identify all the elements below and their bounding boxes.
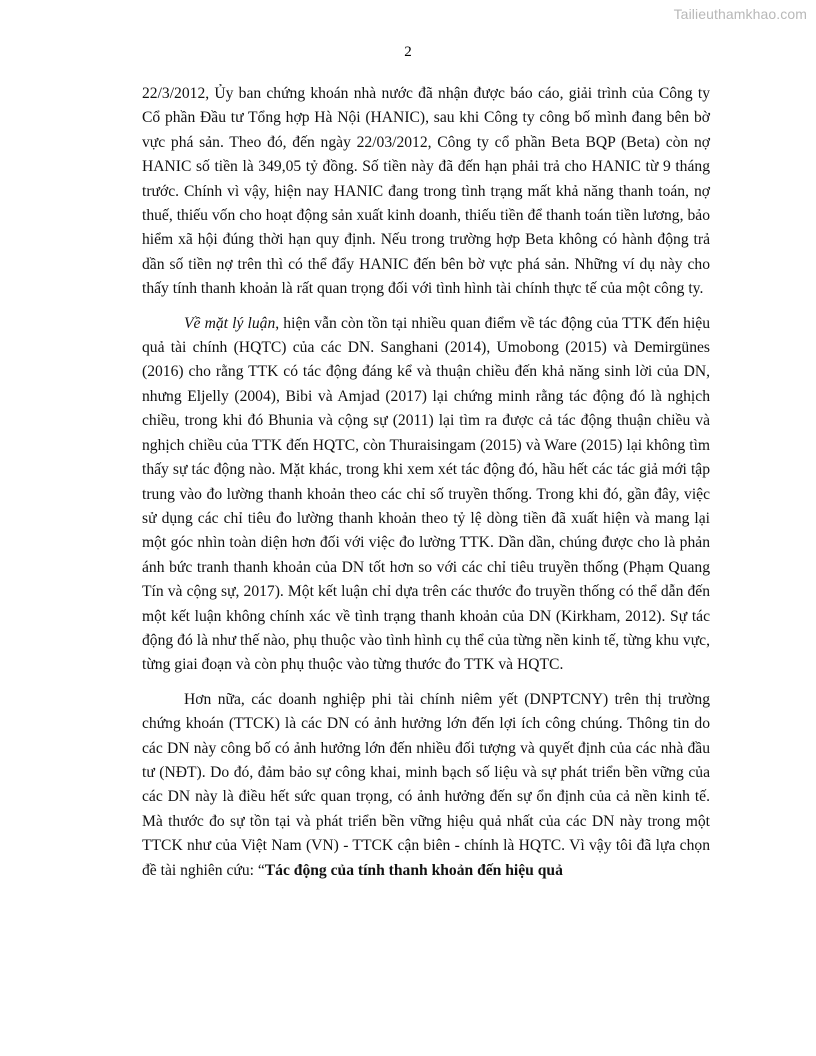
paragraph-1-text: 22/3/2012, Ủy ban chứng khoán nhà nước đã nhận được báo cáo, giải trình của Công ty Cổ phần Đầu tư Tổng hợp Hà Nội (HANIC), sau khi Công ty công bố mình đang bên bờ vực phá sản. Theo đó, đến ngày 22/03/2012, Công ty cổ phần Beta BQP (Beta) còn nợ HANIC số tiền là 349,05 tỷ đồng. Số tiền này đã đến hạn phải trả cho HANIC từ 9 tháng trước. Chính vì vậy, hiện nay HANIC đang trong tình trạng mất khả năng thanh toán, nợ thuế, thiếu vốn cho hoạt động sản xuất kinh doanh, thiếu tiền để thanh toán tiền lương, bảo hiểm xã hội đúng thời hạn quy định. Nếu trong trường hợp Beta không có hành động trả dần số tiền nợ trên thì có thể đẩy HANIC đến bên bờ vực phá sản. Những ví dụ này cho thấy tính thanh khoản là rất quan trọng đối với tình hình tài chính thực tế của một công ty.: [142, 85, 710, 298]
paragraph-3-bold-title: Tác động của tính thanh khoản đến hiệu quả: [264, 861, 563, 879]
paragraph-1: [142, 82, 710, 302]
page-number: 2: [404, 44, 412, 60]
paragraph-3-text: Hơn nữa, các doanh nghiệp phi tài chính niêm yết (DNPTCNY) trên thị trường chứng khoán (TTCK) là các DN có ảnh hưởng lớn đến lợi ích công chúng. Thông tin do các DN này công bố có ảnh hưởng lớn đến nhiều đối tượng và quyết định của các nhà đầu tư (NĐT). Do đó, đảm bảo sự công khai, minh bạch số liệu và sự phát triển bền vững của các DN này là điều hết sức quan trọng, có ảnh hưởng đến sự ổn định của cả nền kinh tế. Mà thước đo sự tồn tại và phát triển bền vững hiệu quả nhất của các DN này trong một TTCK như của Việt Nam (VN) - TTCK cận biên - chính là HQTC. Vì vậy tôi đã lựa chọn đề tài nghiên cứu: “: [142, 690, 710, 879]
watermark: Tailieuthamkhao.com: [673, 6, 807, 22]
paragraph-2: [142, 312, 710, 678]
document-body: [142, 82, 710, 893]
paragraph-3: [142, 688, 710, 883]
paragraph-2-text: , hiện vẫn còn tồn tại nhiều quan điểm về tác động của TTK đến hiệu quả tài chính (HQTC) của các DN. Sanghani (2014), Umobong (2015) và Demirgünes (2016) cho rằng TTK có tác động đáng kể và thuận chiều đến khả năng sinh lời của DN, nhưng Eljelly (2004), Bibi và Amjad (2017) lại chứng minh rằng tác động đó là nghịch chiều, trong khi đó Bhunia và cộng sự (2011) lại tìm ra được cả tác động thuận chiều và nghịch chiều của TTK đến HQTC, còn Thuraisingam (2015) và Ware (2015) lại không tìm thấy sự tác động nào. Mặt khác, trong khi xem xét tác động đó, hầu hết các tác giả mới tập trung vào đo lường thanh khoản theo các chỉ số truyền thống. Trong khi đó, gần đây, việc sử dụng các chỉ tiêu đo lường thanh khoản theo tỷ lệ dòng tiền đã xuất hiện và mang lại một góc nhìn toàn diện hơn đối với việc đo lường TTK. Dần dần, chúng được cho là phản ánh bức tranh thanh khoản của DN tốt hơn so với các chỉ tiêu truyền thống (Phạm Quang Tín và cộng sự, 2017). Một kết luận chỉ dựa trên các thước đo truyền thống có thể dẫn đến một kết luận không chính xác về tình trạng thanh khoản của DN (Kirkham, 2012). Sự tác động đó là như thế nào, phụ thuộc vào tình hình cụ thể của từng nền kinh tế, từng khu vực, từng giai đoạn và còn phụ thuộc vào từng thước đo TTK và HQTC.: [142, 314, 711, 674]
paragraph-2-italic-lead: Về mặt lý luận: [184, 314, 276, 332]
